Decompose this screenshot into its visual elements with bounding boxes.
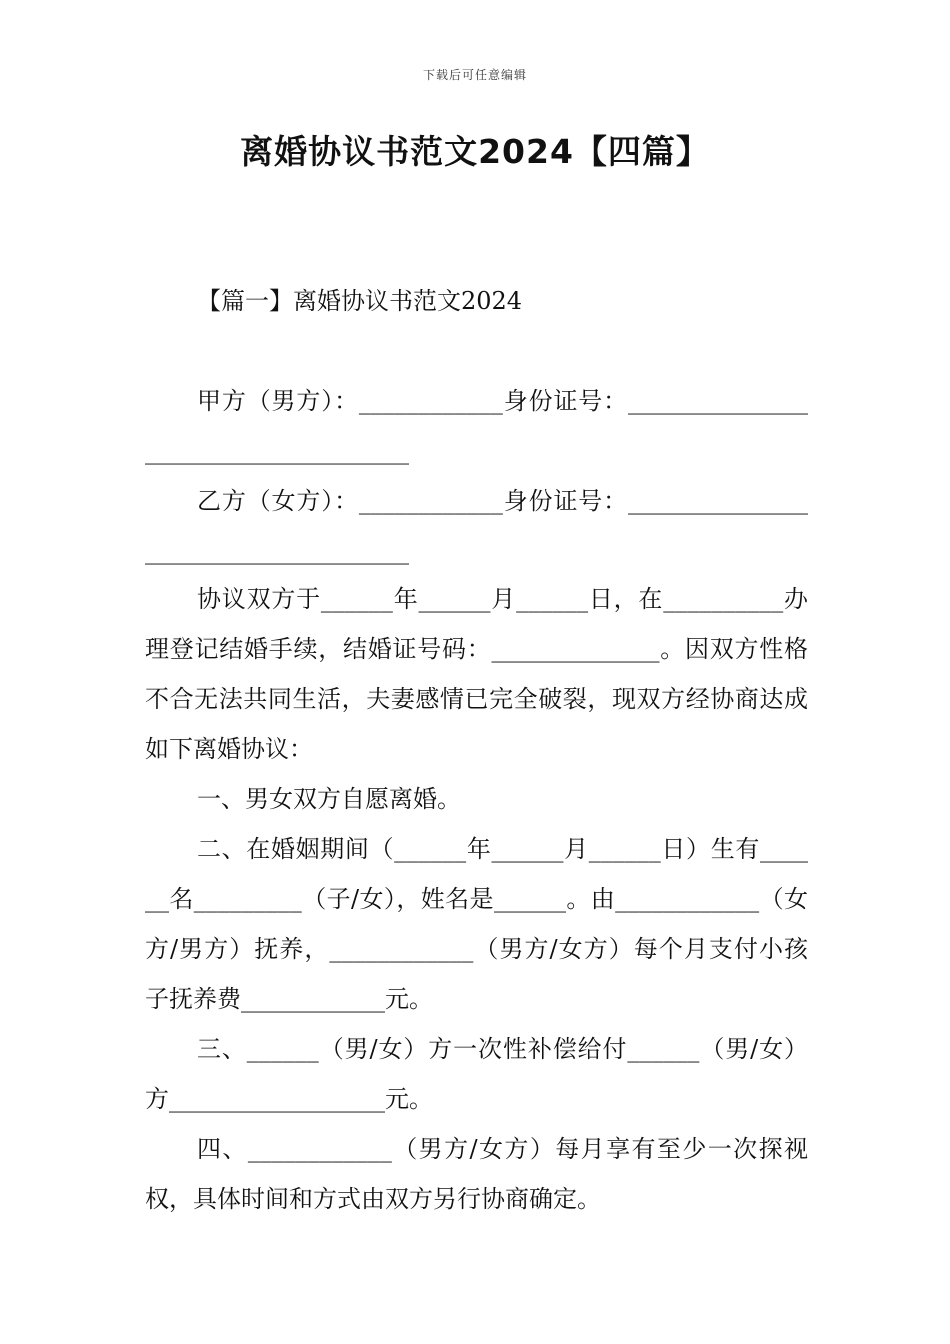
party-b-block <box>145 476 808 576</box>
marriage-paragraph: 协议双方于______年______月______日，在__________办理登记结婚手续，结婚证号码：______________。因双方性格不合无法共同生活，夫妻感情已完全破裂，现双方经协商达成如下离婚协议： <box>145 585 808 763</box>
item1-paragraph: 一、男女双方自愿离婚。 <box>197 785 461 813</box>
section-heading: 【篇一】离婚协议书范文2024 <box>197 287 523 315</box>
item4-paragraph: 四、____________（男方/女方）每月享有至少一次探视权，具体时间和方式由双方另行协商确定。 <box>145 1135 808 1213</box>
marriage-block <box>145 574 808 774</box>
item1-block <box>145 774 808 824</box>
item2-paragraph: 二、在婚姻期间（______年______月______日）生有______名_________（子/女），姓名是______。由____________（女方/男方）抚养，____________（男方/女方）每个月支付小孩子抚养费____________元。 <box>145 835 808 1013</box>
item4-block <box>145 1124 808 1224</box>
item2-block <box>145 824 808 1024</box>
item3-paragraph: 三、______（男/女）方一次性补偿给付______（男/女）方__________________元。 <box>145 1035 808 1113</box>
header-note: 下载后可任意编辑 <box>422 68 527 82</box>
document-title: 离婚协议书范文2024【四篇】 <box>240 132 710 171</box>
item3-block <box>145 1024 808 1124</box>
party-a-block <box>145 376 808 476</box>
party-b-paragraph: 乙方（女方）：____________身份证号：_____________________________________ <box>145 487 808 565</box>
party-a-paragraph: 甲方（男方）：____________身份证号：_____________________________________ <box>145 387 808 465</box>
